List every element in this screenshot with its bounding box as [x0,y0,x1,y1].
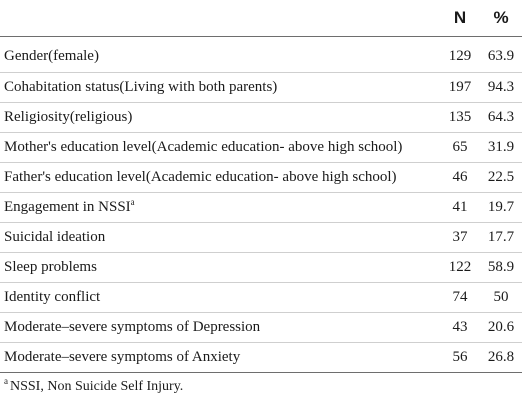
row-percent: 17.7 [480,223,522,253]
row-label-text: Gender(female) [4,48,99,64]
table-row [0,223,522,253]
row-percent: 22.5 [480,163,522,193]
footnote-marker: a [4,376,8,387]
table-row [0,73,522,103]
row-n: 74 [440,283,480,313]
footnote-text: NSSI, Non Suicide Self Injury. [10,379,184,394]
row-label-text: Mother's education level(Academic education- above high school) [4,139,403,155]
row-percent: 63.9 [480,37,522,73]
row-n: 129 [440,37,480,73]
row-label [0,133,440,163]
header-n: N [440,0,480,37]
row-percent: 50 [480,283,522,313]
table-row [0,343,522,373]
row-percent: 64.3 [480,103,522,133]
table-row [0,313,522,343]
row-label [0,283,440,313]
row-percent: 19.7 [480,193,522,223]
row-percent: 31.9 [480,133,522,163]
row-label-text: Engagement in NSSI [4,199,131,215]
header-percent: % [480,0,522,37]
table-row [0,283,522,313]
row-n: 135 [440,103,480,133]
row-percent: 26.8 [480,343,522,373]
table-row [0,253,522,283]
row-label [0,163,440,193]
row-label-text: Sleep problems [4,259,97,275]
header-label-cell [0,0,440,37]
row-label-text: Moderate–severe symptoms of Depression [4,319,261,335]
row-label-text: Moderate–severe symptoms of Anxiety [4,349,241,365]
row-n: 197 [440,73,480,103]
table-row [0,103,522,133]
row-label-text: Cohabitation status(Living with both parents) [4,79,278,95]
row-n: 56 [440,343,480,373]
row-label-text: Suicidal ideation [4,229,106,245]
row-percent: 58.9 [480,253,522,283]
row-label [0,73,440,103]
table-footnote [4,376,184,395]
row-label-text: Identity conflict [4,289,101,305]
table-row [0,163,522,193]
table-header [0,0,522,37]
row-n: 122 [440,253,480,283]
row-percent: 20.6 [480,313,522,343]
row-percent: 94.3 [480,73,522,103]
table-row [0,37,522,73]
row-label [0,343,440,373]
row-n: 65 [440,133,480,163]
row-label [0,253,440,283]
row-label [0,193,440,223]
row-n: 41 [440,193,480,223]
row-n: 43 [440,313,480,343]
row-label [0,103,440,133]
table-body [0,37,522,373]
row-n: 37 [440,223,480,253]
row-label-text: Father's education level(Academic education- above high school) [4,169,397,185]
row-n: 46 [440,163,480,193]
row-label [0,313,440,343]
row-label [0,37,440,73]
header-row [0,0,522,37]
table-row [0,133,522,163]
footnote-marker: a [130,197,135,207]
row-label [0,223,440,253]
row-label-text: Religiosity(religious) [4,109,133,125]
table-row [0,193,522,223]
